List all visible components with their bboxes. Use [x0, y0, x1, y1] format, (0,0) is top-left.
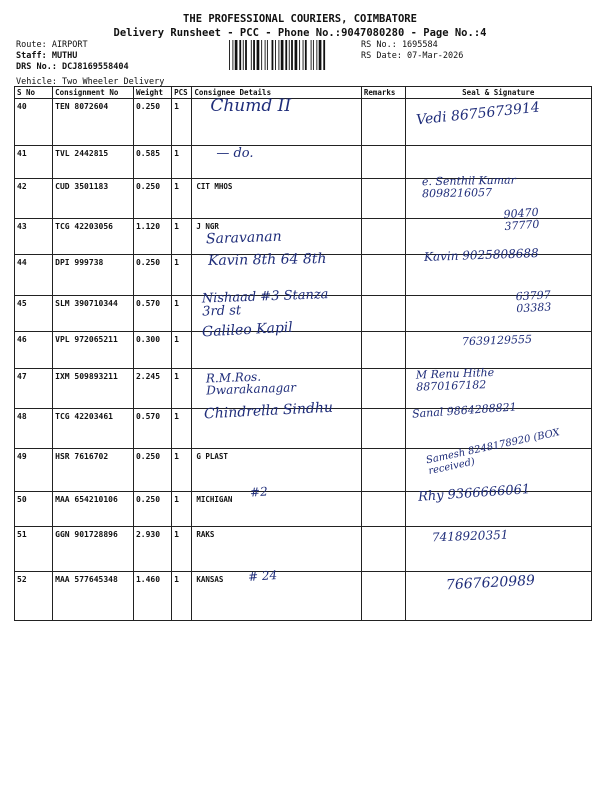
cell-pcs: 1 — [172, 179, 192, 219]
cell-remarks — [361, 449, 405, 492]
cell-consignment: SLM 390710344 — [53, 296, 134, 332]
cell-signature — [405, 99, 591, 146]
signature-handwriting: Vedi 8675673914 — [415, 99, 541, 129]
cell-remarks — [361, 255, 405, 296]
cell-signature — [405, 572, 591, 621]
header-remarks: Remarks — [361, 87, 405, 99]
cell-consignment: HSR 7616702 — [53, 449, 134, 492]
cell-consignment: TVL 2442815 — [53, 146, 134, 179]
table-row — [15, 572, 592, 621]
cell-signature — [405, 332, 591, 369]
cell-sno: 40 — [15, 99, 53, 146]
cell-pcs: 1 — [172, 492, 192, 527]
cell-signature — [405, 527, 591, 572]
signature-handwriting: 90470 37770 — [502, 205, 540, 233]
cell-remarks — [361, 179, 405, 219]
cell-weight: 1.120 — [133, 219, 171, 255]
cell-remarks — [361, 369, 405, 409]
signature-handwriting: 7418920351 — [431, 527, 509, 545]
cell-consignment: VPL 972065211 — [53, 332, 134, 369]
cell-weight: 0.250 — [133, 99, 171, 146]
cell-consignment: CUD 3501183 — [53, 179, 134, 219]
cell-remarks — [361, 409, 405, 449]
consignee-typed-text: CIT MHOS — [196, 182, 233, 191]
cell-remarks — [361, 332, 405, 369]
cell-consignee — [192, 96, 362, 146]
consignee-typed-text: MICHIGAN — [196, 495, 233, 504]
route-label: Route: AIRPORT — [16, 40, 88, 50]
cell-consignee — [192, 179, 362, 219]
cell-pcs: 1 — [172, 572, 192, 621]
runsheet-table — [14, 86, 592, 621]
signature-handwriting: M Renu Hithe 8870167182 — [415, 365, 494, 394]
header-pcs: PCS — [172, 87, 192, 99]
barcode-image — [228, 40, 356, 70]
cell-sno: 48 — [15, 409, 53, 449]
cell-consignee — [192, 449, 362, 492]
cell-weight: 0.250 — [133, 179, 171, 219]
consignee-handwriting: Galileo Kapil — [201, 319, 294, 341]
cell-weight: 2.245 — [133, 369, 171, 409]
cell-weight: 0.250 — [133, 255, 171, 296]
cell-weight: 0.570 — [133, 409, 171, 449]
consignee-handwriting: Nishaad #3 Stanza 3rd st — [201, 287, 330, 320]
signature-handwriting: Samesh 8248178920 (BOX received) — [424, 427, 561, 477]
cell-consignee — [192, 568, 362, 621]
cell-pcs: 1 — [172, 449, 192, 492]
consignee-handwriting: Saravanan — [206, 228, 283, 248]
cell-weight: 0.250 — [133, 492, 171, 527]
consignee-handwriting: Kavin 8th 64 8th — [208, 250, 327, 270]
cell-remarks — [361, 492, 405, 527]
cell-consignment: DPI 999738 — [53, 255, 134, 296]
signature-handwriting: Rhy 9366666061 — [417, 482, 531, 505]
vehicle-label: Vehicle: Two Wheeler Delivery — [16, 77, 165, 87]
cell-consignment: TCG 42203056 — [53, 219, 134, 255]
cell-sno: 42 — [15, 179, 53, 219]
cell-sno: 43 — [15, 219, 53, 255]
consignee-handwriting: Chumd II — [210, 96, 292, 116]
consignee-handwriting: — do. — [216, 146, 254, 161]
cell-weight: 0.300 — [133, 332, 171, 369]
consignee-typed-text: RAKS — [196, 530, 215, 539]
cell-sno: 41 — [15, 146, 53, 179]
page-title: THE PROFESSIONAL COURIERS, COIMBATORE — [183, 13, 417, 25]
header-weight: Weight — [133, 87, 171, 99]
cell-pcs: 1 — [172, 255, 192, 296]
cell-consignment: IXM 509893211 — [53, 369, 134, 409]
table-row — [15, 332, 592, 369]
signature-handwriting: 7639129555 — [461, 332, 532, 349]
header-consignment: Consignment No — [53, 87, 134, 99]
cell-pcs: 1 — [172, 99, 192, 146]
drs-label: DRS No.: DCJ8169558404 — [16, 62, 129, 72]
cell-sno: 44 — [15, 255, 53, 296]
cell-weight: 0.585 — [133, 146, 171, 179]
cell-remarks — [361, 527, 405, 572]
cell-signature — [405, 246, 591, 296]
signature-handwriting: 63797 03383 — [514, 288, 552, 315]
cell-weight: 0.250 — [133, 449, 171, 492]
runsheet-meta-right — [361, 40, 463, 62]
rs-date: RS Date: 07-Mar-2026 — [361, 51, 464, 61]
cell-consignee — [192, 399, 362, 449]
table-row — [15, 296, 592, 332]
table-header-row — [15, 87, 592, 99]
signature-handwriting: Kavin 9025808688 — [423, 246, 539, 264]
cell-consignment: TEN 8072604 — [53, 99, 134, 146]
cell-consignment: MAA 577645348 — [53, 572, 134, 621]
cell-pcs: 1 — [172, 409, 192, 449]
consignee-handwriting: #2 — [249, 484, 269, 500]
cell-pcs: 1 — [172, 369, 192, 409]
cell-consignee — [192, 219, 362, 255]
cell-remarks — [361, 572, 405, 621]
cell-consignment: GGN 901728896 — [53, 527, 134, 572]
cell-consignee — [192, 484, 362, 527]
cell-remarks — [361, 146, 405, 179]
consignee-typed-text: KANSAS — [196, 575, 224, 584]
consignee-handwriting: Chindrella Sindhu — [203, 399, 334, 423]
cell-sno: 47 — [15, 369, 53, 409]
cell-pcs: 1 — [172, 296, 192, 332]
cell-sno: 49 — [15, 449, 53, 492]
page-subtitle: Delivery Runsheet - PCC - Phone No.:9047080280 - Page No.:4 — [113, 27, 487, 39]
header-signature: Seal & Signature — [405, 87, 591, 99]
runsheet-meta-left — [16, 40, 129, 73]
cell-consignee — [192, 146, 362, 179]
cell-sno: 51 — [15, 527, 53, 572]
signature-handwriting: 7667620989 — [445, 572, 536, 594]
cell-pcs: 1 — [172, 219, 192, 255]
cell-remarks — [361, 99, 405, 146]
cell-weight: 2.930 — [133, 527, 171, 572]
header-consignee: Consignee Details — [192, 87, 362, 99]
consignee-handwriting: # 24 — [247, 568, 278, 584]
cell-weight: 1.460 — [133, 572, 171, 621]
cell-weight: 0.570 — [133, 296, 171, 332]
cell-pcs: 1 — [172, 527, 192, 572]
staff-label: Staff: MUTHU — [16, 51, 78, 61]
cell-pcs: 1 — [172, 332, 192, 369]
cell-consignee — [192, 527, 362, 572]
signature-handwriting: Sanal 9864288821 — [411, 400, 517, 421]
table-row — [15, 527, 592, 572]
signature-handwriting: e. Senthil Kumar 8098216057 — [421, 173, 516, 200]
cell-pcs: 1 — [172, 146, 192, 179]
cell-signature — [405, 482, 591, 527]
cell-remarks — [361, 296, 405, 332]
cell-consignee — [192, 319, 362, 369]
cell-consignment: TCG 42203461 — [53, 409, 134, 449]
cell-sno: 46 — [15, 332, 53, 369]
rs-number: RS No.: 1695584 — [361, 40, 438, 50]
header-sno: S No — [15, 87, 53, 99]
cell-sno: 45 — [15, 296, 53, 332]
cell-remarks — [361, 219, 405, 255]
cell-sno: 50 — [15, 492, 53, 527]
cell-sno: 52 — [15, 572, 53, 621]
cell-consignment: MAA 654210106 — [53, 492, 134, 527]
table-row — [15, 492, 592, 527]
cell-signature — [405, 288, 591, 332]
consignee-handwriting: R.M.Ros. Dwarakanagar — [205, 369, 297, 398]
consignee-typed-text: G PLAST — [196, 452, 228, 461]
consignee-typed-text: J NGR — [196, 222, 219, 231]
table-row — [15, 99, 592, 146]
